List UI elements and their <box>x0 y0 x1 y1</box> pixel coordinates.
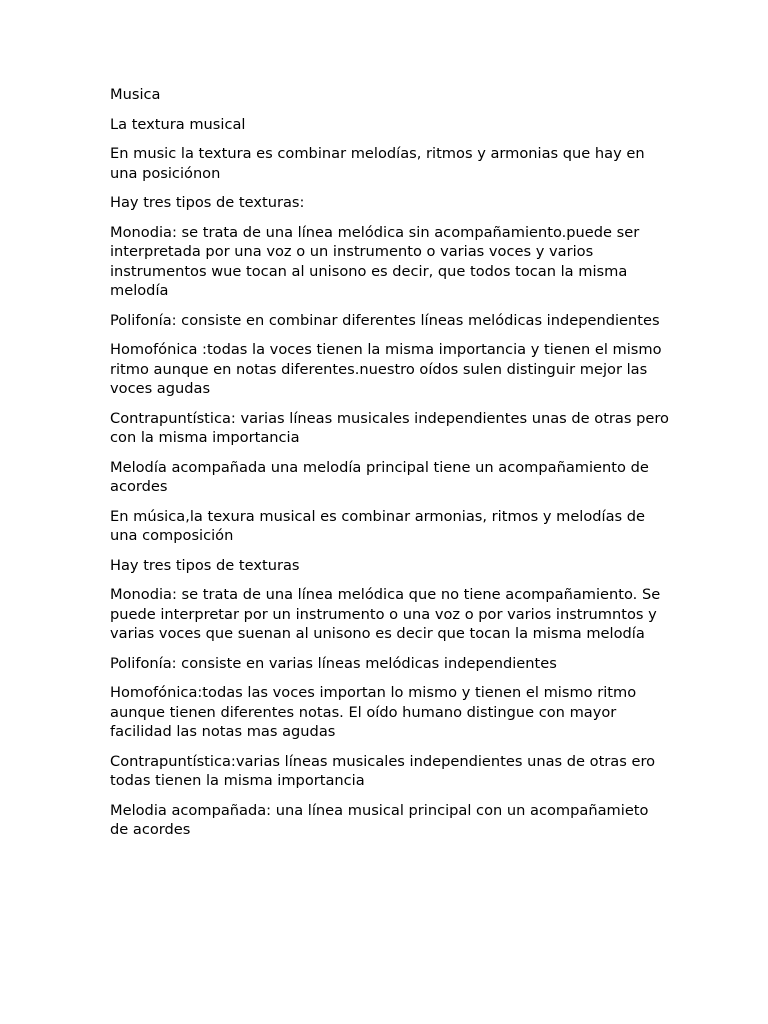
section-heading: La textura musical <box>110 115 246 133</box>
paragraph: Monodia: se trata de una línea melódica sin acompañamiento.puede ser interpretada por una voz o un instrumento o varias voces y varios instrumentos wue tocan al unisono es decir, que todos tocan la misma melodía <box>110 223 640 299</box>
paragraph: Monodia: se trata de una línea melódica que no tiene acompañamiento. Se puede interpretar por un instrumento o una voz o por varios instrumntos y varias voces que suenan al unisono es decir que tocan la misma melodía <box>110 586 661 642</box>
paragraph: Homofónica:todas las voces importan lo mismo y tienen el mismo ritmo aunque tienen diferentes notas. El oído humano distingue con mayor facilidad las notas mas agudas <box>110 684 637 740</box>
document-body <box>110 85 670 850</box>
paragraph: Contrapuntística: varias líneas musicales independientes unas de otras pero con la misma importancia <box>110 409 669 446</box>
paragraph: Polifonía: consiste en varias líneas melódicas independientes <box>110 654 557 672</box>
paragraph: Homofónica :todas la voces tienen la misma importancia y tienen el mismo ritmo aunque en notas diferentes.nuestro oídos sulen distinguir mejor las voces agudas <box>110 341 662 397</box>
paragraph: Hay tres tipos de texturas: <box>110 194 305 211</box>
paragraph: En music la textura es combinar melodías, ritmos y armonias que hay en una posiciónon <box>110 145 645 182</box>
paragraph: Melodia acompañada: una línea musical principal con un acompañamieto de acordes <box>110 801 649 838</box>
paragraph: Polifonía: consiste en combinar diferentes líneas melódicas independientes <box>110 311 660 329</box>
paragraph: Contrapuntística:varias líneas musicales independientes unas de otras ero todas tienen la misma importancia <box>110 752 656 789</box>
paragraph: Melodía acompañada una melodía principal tiene un acompañamiento de acordes <box>110 458 649 495</box>
paragraph: En música,la texura musical es combinar armonias, ritmos y melodías de una composición <box>110 507 646 544</box>
document-title: Musica <box>110 86 161 103</box>
paragraph: Hay tres tipos de texturas <box>110 556 300 574</box>
